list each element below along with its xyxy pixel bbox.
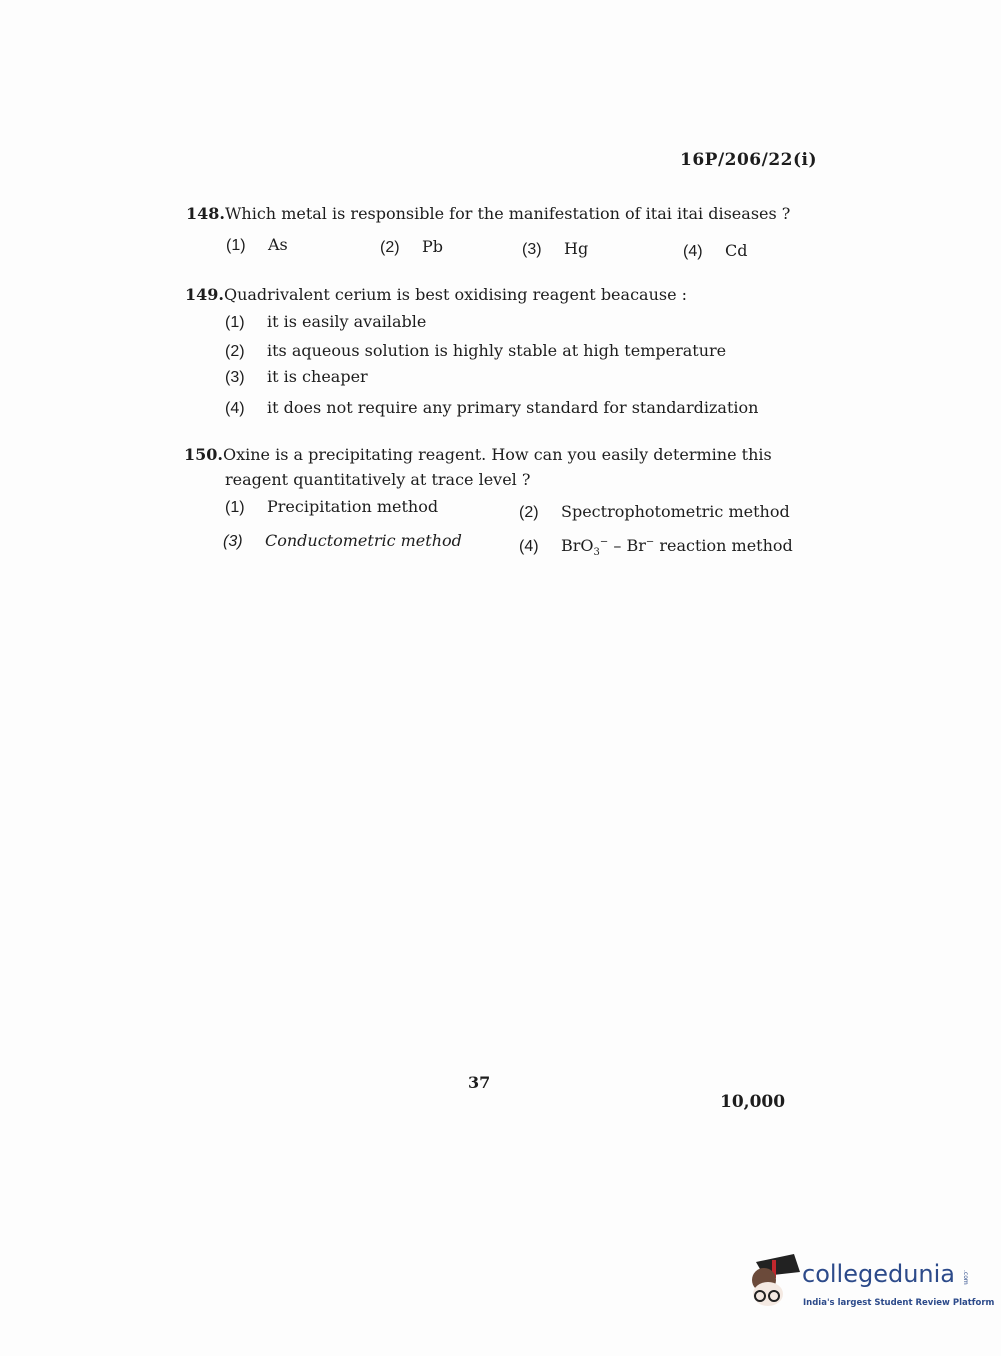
option-text: Precipitation method [267, 497, 439, 516]
option-text: it does not require any primary standard for standardization [267, 398, 759, 417]
option-text: Conductometric method [265, 531, 462, 550]
option-150-2 [519, 502, 790, 522]
option-text: its aqueous solution is highly stable at high temperature [267, 341, 727, 360]
question-149 [185, 285, 687, 304]
option-number: (1) [225, 499, 245, 516]
brand-name: collegedunia [802, 1260, 956, 1288]
collegedunia-watermark [742, 1250, 995, 1316]
question-text: Which metal is responsible for the manifestation of itai itai diseases ? [224, 204, 791, 223]
mascot-icon [742, 1250, 802, 1312]
question-text-continued: reagent quantitatively at trace level ? [225, 470, 531, 489]
option-text: it is cheaper [267, 367, 368, 386]
option-148-4 [683, 241, 747, 261]
option-number: (3) [225, 369, 245, 386]
option-text: Cd [725, 241, 748, 260]
option-number: (4) [225, 400, 245, 417]
formula-bro3 [561, 536, 609, 559]
print-count: 10,000 [720, 1092, 786, 1112]
superscript: − [599, 536, 609, 548]
option-150-1 [225, 497, 438, 517]
option-149-4 [225, 398, 758, 418]
formula-part: BrO [561, 536, 594, 555]
option-number: (2) [225, 343, 245, 360]
formula-br: – Br [608, 536, 646, 555]
option-number: (2) [380, 239, 400, 256]
option-text: As [268, 235, 288, 254]
question-148 [186, 204, 790, 223]
option-148-2 [380, 237, 443, 257]
option-149-2 [225, 341, 726, 361]
option-150-3 [223, 531, 462, 551]
question-number: 150. [184, 445, 223, 464]
option-text: Hg [564, 239, 589, 258]
superscript: − [645, 536, 655, 548]
page-number: 37 [468, 1073, 491, 1092]
question-number: 149. [185, 285, 224, 304]
brand-tagline: India's largest Student Review Platform [803, 1298, 995, 1308]
option-text: Spectrophotometric method [561, 502, 790, 521]
question-150 [184, 445, 772, 464]
option-148-1 [226, 235, 288, 255]
option-number: (4) [683, 243, 703, 260]
option-149-1 [225, 312, 426, 332]
option-text: it is easily available [267, 312, 427, 331]
question-text: Oxine is a precipitating reagent. How can you easily determine this [222, 445, 772, 464]
option-150-4 [519, 536, 793, 558]
option-number: (1) [225, 314, 245, 331]
question-number: 148. [186, 204, 225, 223]
option-number: (3) [223, 533, 243, 550]
option-text: Pb [422, 237, 444, 256]
option-number: (1) [226, 237, 246, 254]
option-148-3 [522, 239, 588, 259]
option-text: reaction method [654, 536, 793, 555]
option-number: (4) [519, 538, 539, 555]
question-text: Quadrivalent cerium is best oxidising reagent beacause : [223, 285, 688, 304]
option-number: (2) [519, 504, 539, 521]
paper-code: 16P/206/22(i) [680, 150, 818, 170]
option-149-3 [225, 367, 368, 387]
option-number: (3) [522, 241, 542, 258]
subscript: 3 [593, 547, 600, 559]
brand-suffix: .com [962, 1270, 969, 1285]
